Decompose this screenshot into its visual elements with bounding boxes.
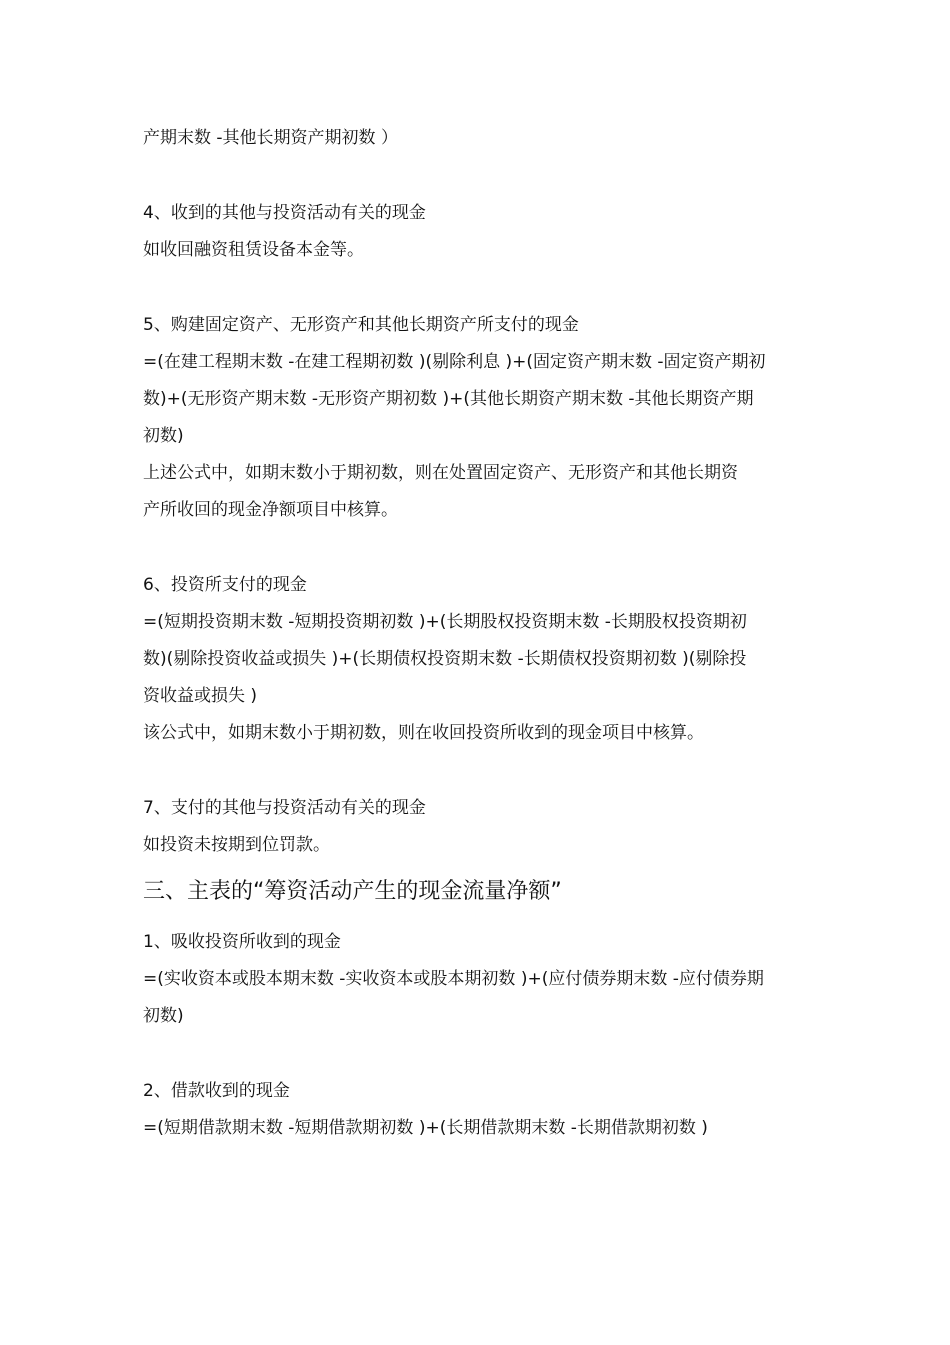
section-heading: 三、主表的“筹资活动产生的现金流量净额” [143, 879, 562, 904]
spacer [143, 529, 808, 567]
paragraph-line: 上述公式中，如期末数小于期初数，则在处置固定资产、无形资产和其他长期资 [143, 463, 738, 483]
formula-line: 初数) [143, 426, 184, 446]
item-heading: 4、收到的其他与投资活动有关的现金 [143, 203, 426, 223]
paragraph-line: 如投资未按期到位罚款。 [143, 835, 330, 855]
formula-line: =(实收资本或股本期末数 -实收资本或股本期初数 )+(应付债券期末数 -应付债券期 [143, 969, 764, 989]
item-heading: 1、吸收投资所收到的现金 [143, 932, 341, 952]
spacer [143, 157, 808, 195]
formula-line: =(短期投资期末数 -短期投资期初数 )+(长期股权投资期末数 -长期股权投资期初 [143, 612, 747, 632]
item-heading: 2、借款收到的现金 [143, 1081, 290, 1101]
document-body [143, 120, 808, 1147]
spacer [143, 1035, 808, 1073]
paragraph-line: 产期末数 -其他长期资产期初数 ） [143, 128, 398, 148]
formula-line: 初数) [143, 1006, 184, 1026]
item-heading: 6、投资所支付的现金 [143, 575, 307, 595]
spacer [143, 752, 808, 790]
paragraph-line: 产所收回的现金净额项目中核算。 [143, 500, 398, 520]
formula-line: =(短期借款期末数 -短期借款期初数 )+(长期借款期末数 -长期借款期初数 ) [143, 1118, 708, 1138]
paragraph-line: 该公式中，如期末数小于期初数，则在收回投资所收到的现金项目中核算。 [143, 723, 704, 743]
item-heading: 7、支付的其他与投资活动有关的现金 [143, 798, 426, 818]
paragraph-line: 如收回融资租赁设备本金等。 [143, 240, 364, 260]
formula-line: 数)(剔除投资收益或损失 )+(长期债权投资期末数 -长期债权投资期初数 )(剔除投 [143, 649, 747, 669]
item-heading: 5、购建固定资产、无形资产和其他长期资产所支付的现金 [143, 315, 579, 335]
formula-line: 资收益或损失 ) [143, 686, 258, 706]
spacer [143, 269, 808, 307]
formula-line: =(在建工程期末数 -在建工程期初数 )(剔除利息 )+(固定资产期末数 -固定资产期初 [143, 352, 766, 372]
formula-line: 数)+(无形资产期末数 -无形资产期初数 )+(其他长期资产期末数 -其他长期资产期 [143, 389, 754, 409]
